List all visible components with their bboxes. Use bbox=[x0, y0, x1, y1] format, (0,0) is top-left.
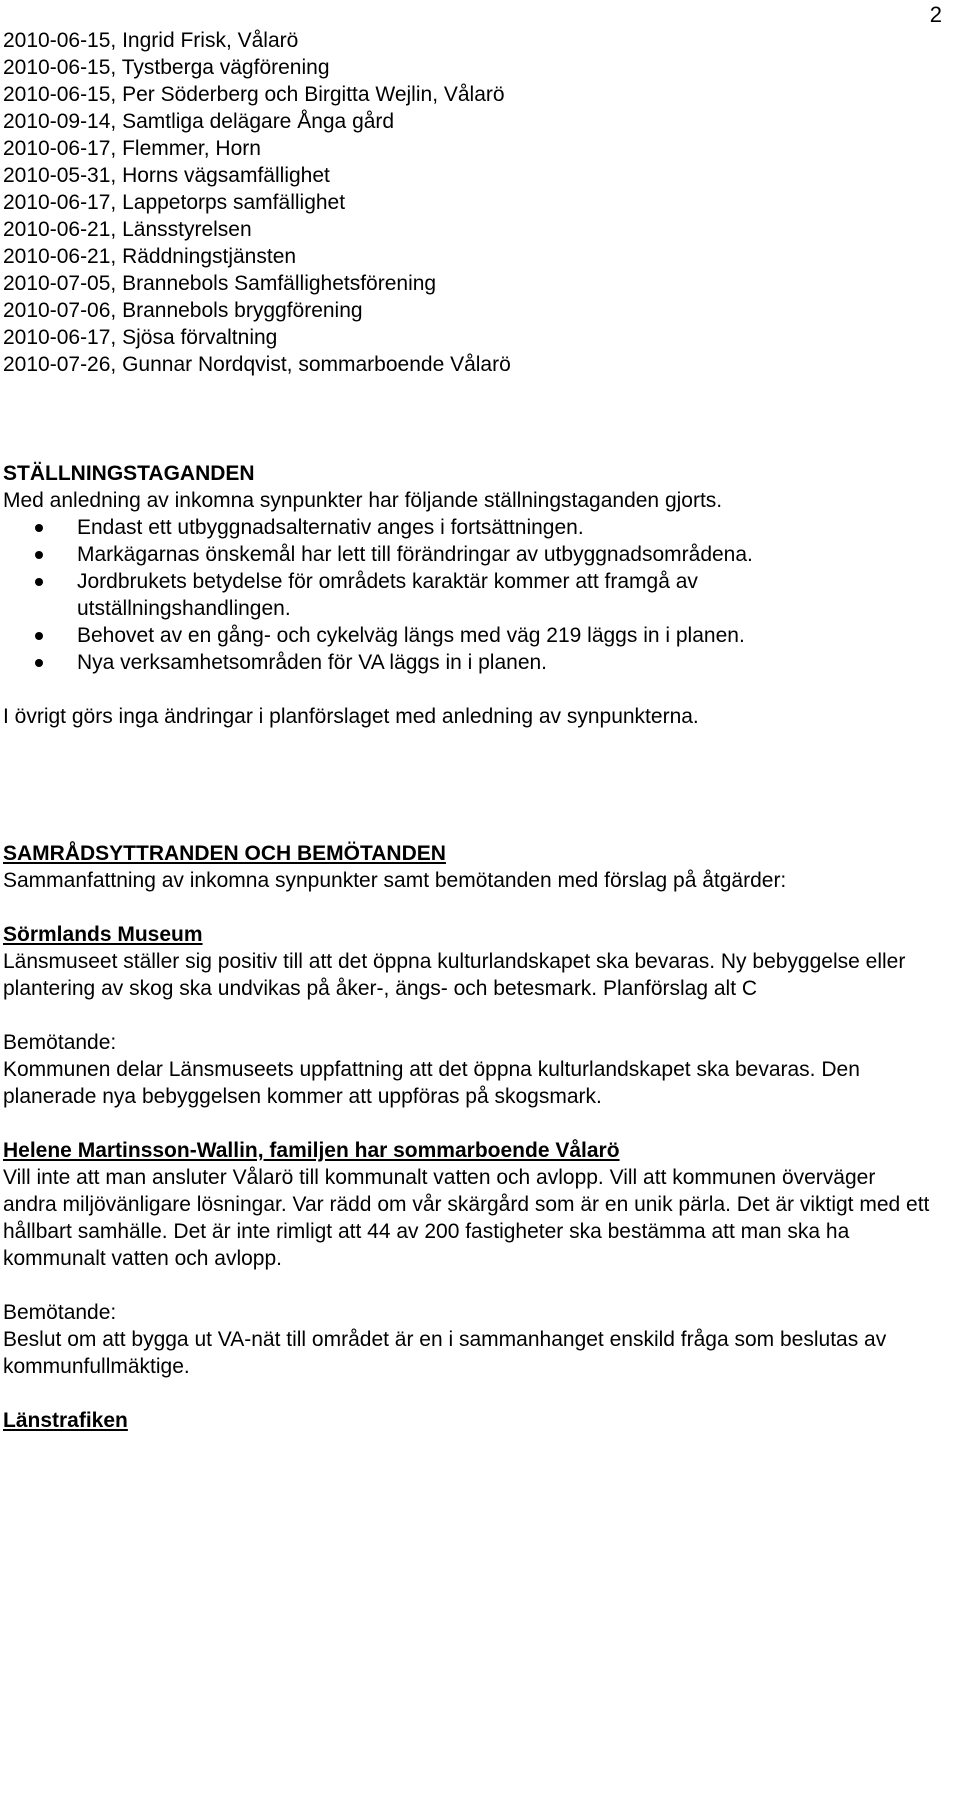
bullet-item bbox=[3, 622, 857, 649]
bullet-list bbox=[3, 514, 933, 676]
recipient-line: 2010-07-26, Gunnar Nordqvist, sommarboende Vålarö bbox=[3, 353, 511, 376]
recipient-line: 2010-06-21, Länsstyrelsen bbox=[3, 218, 252, 241]
recipient-line: 2010-05-31, Horns vägsamfällighet bbox=[3, 164, 330, 187]
section-closing: I övrigt görs inga ändringar i planförslaget med anledning av synpunkterna. bbox=[3, 705, 699, 728]
section-heading: SAMRÅDSYTTRANDEN OCH BEMÖTANDEN bbox=[3, 842, 446, 865]
entry-text: Vill inte att man ansluter Vålarö till kommunalt vatten och avlopp. Vill att kommunen överväger andra miljövänligare lösningar. Var rädd om vår skärgård som är en unik pärla. Det är viktigt med ett hållbart samhälle. Det är inte rimligt att 44 av 200 fastigheter ska bestämma att man ska ha kommunalt vatten och avlopp. bbox=[3, 1166, 930, 1270]
section-intro: Med anledning av inkomna synpunkter har följande ställningstaganden gjorts. bbox=[3, 489, 723, 512]
recipient-line: 2010-07-05, Brannebols Samfällighetsförening bbox=[3, 272, 437, 295]
page-number: 2 bbox=[929, 2, 942, 27]
recipient-list bbox=[3, 27, 933, 378]
bullet-icon bbox=[35, 659, 43, 667]
recipient-line: 2010-06-17, Lappetorps samfällighet bbox=[3, 191, 346, 214]
entry-title: Sörmlands Museum bbox=[3, 923, 203, 946]
bullet-text: Markägarnas önskemål har lett till förändringar av utbyggnadsområdena. bbox=[77, 543, 753, 566]
recipient-line: 2010-06-17, Flemmer, Horn bbox=[3, 137, 261, 160]
samrad-section bbox=[3, 840, 933, 1434]
recipient-line: 2010-06-21, Räddningstjänsten bbox=[3, 245, 297, 268]
recipient-line: 2010-07-06, Brannebols bryggförening bbox=[3, 299, 363, 322]
response-text: Beslut om att bygga ut VA-nät till området är en i sammanhanget enskild fråga som beslutas av kommunfullmäktige. bbox=[3, 1328, 887, 1378]
bullet-icon bbox=[35, 551, 43, 559]
bullet-item bbox=[3, 649, 857, 676]
entry-text: Länsmuseet ställer sig positiv till att det öppna kulturlandskapet ska bevaras. Ny bebyggelse eller plantering av skog ska undvikas på åker-, ängs- och betesmark. Planförslag alt C bbox=[3, 950, 906, 1000]
response-text: Kommunen delar Länsmuseets uppfattning att det öppna kulturlandskapet ska bevaras. Den planerade nya bebyggelsen kommer att uppföras på skogsmark. bbox=[3, 1058, 860, 1108]
stallningstaganden-section bbox=[3, 460, 933, 730]
bullet-item bbox=[3, 568, 857, 622]
recipient-line: 2010-06-15, Per Söderberg och Birgitta Wejlin, Vålarö bbox=[3, 83, 505, 106]
bullet-item bbox=[3, 514, 857, 541]
section-intro: Sammanfattning av inkomna synpunkter samt bemötanden med förslag på åtgärder: bbox=[3, 869, 787, 892]
consultation-entry bbox=[3, 1137, 933, 1380]
entry-title: Helene Martinsson-Wallin, familjen har sommarboende Vålarö bbox=[3, 1139, 620, 1162]
bullet-text: Endast ett utbyggnadsalternativ anges i fortsättningen. bbox=[77, 516, 584, 539]
response-label: Bemötande: bbox=[3, 1301, 117, 1324]
recipient-line: 2010-06-17, Sjösa förvaltning bbox=[3, 326, 278, 349]
recipient-line: 2010-09-14, Samtliga delägare Ånga gård bbox=[3, 110, 395, 133]
bullet-icon bbox=[35, 524, 43, 532]
recipient-line: 2010-06-15, Ingrid Frisk, Vålarö bbox=[3, 29, 299, 52]
document-body bbox=[3, 27, 933, 1434]
bullet-item bbox=[3, 541, 857, 568]
bullet-text: Jordbrukets betydelse för områdets karaktär kommer att framgå av utställningshandlingen. bbox=[77, 570, 698, 620]
entry-title: Länstrafiken bbox=[3, 1409, 128, 1432]
bullet-icon bbox=[35, 578, 43, 586]
consultation-entry bbox=[3, 921, 933, 1110]
bullet-text: Behovet av en gång- och cykelväg längs med väg 219 läggs in i planen. bbox=[77, 624, 745, 647]
section-heading: STÄLLNINGSTAGANDEN bbox=[3, 462, 255, 485]
bullet-icon bbox=[35, 632, 43, 640]
recipient-line: 2010-06-15, Tystberga vägförening bbox=[3, 56, 330, 79]
response-label: Bemötande: bbox=[3, 1031, 117, 1054]
bullet-text: Nya verksamhetsområden för VA läggs in i planen. bbox=[77, 651, 548, 674]
